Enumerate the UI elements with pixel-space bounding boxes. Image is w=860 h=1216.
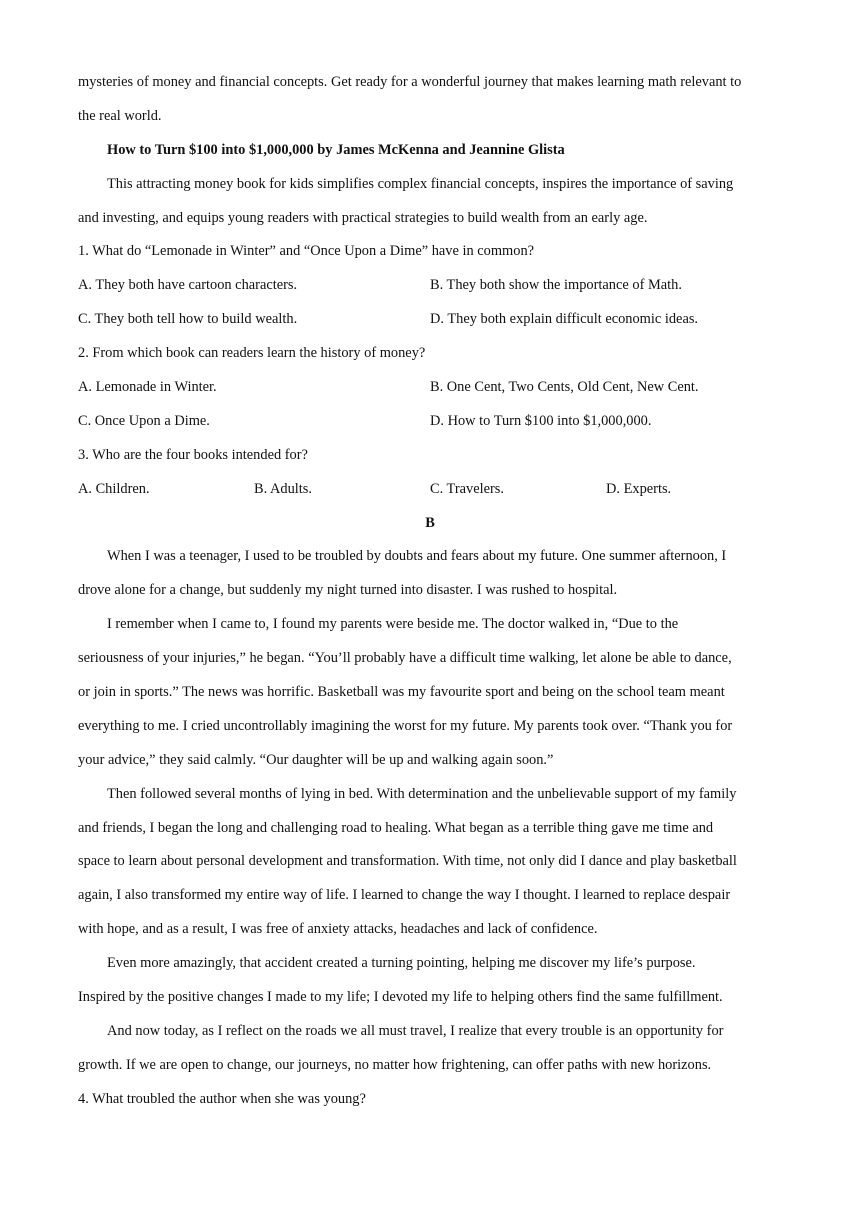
paragraph-line: your advice,” they said calmly. “Our daughter will be up and walking again soon.”	[78, 751, 554, 768]
paragraph-line: And now today, as I reflect on the roads we all must travel, I realize that every trouble is an opportunity for	[107, 1022, 724, 1039]
option-c: C. Once Upon a Dime.	[78, 412, 210, 429]
option-b: B. One Cent, Two Cents, Old Cent, New Cent.	[430, 379, 699, 396]
option-d: D. Experts.	[606, 480, 672, 497]
paragraph-line: everything to me. I cried uncontrollably imagining the worst for my future. My parents took over. “Thank you for	[78, 717, 733, 734]
question-stem: 3. Who are the four books intended for?	[78, 446, 308, 463]
option-a: A. Lemonade in Winter.	[78, 379, 217, 396]
book-description-line: This attracting money book for kids simplifies complex financial concepts, inspires the importance of saving	[107, 175, 734, 192]
option-d: D. They both explain difficult economic ideas.	[430, 311, 699, 328]
paragraph-line: again, I also transformed my entire way of life. I learned to change the way I thought. I learned to replace despair	[78, 887, 731, 904]
question-stem: 1. What do “Lemonade in Winter” and “Once Upon a Dime” have in common?	[78, 243, 535, 260]
paragraph-line: When I was a teenager, I used to be troubled by doubts and fears about my future. One summer afternoon, I	[107, 548, 727, 565]
question-stem: 2. From which book can readers learn the history of money?	[78, 345, 426, 362]
paragraph-line: or join in sports.” The news was horrific. Basketball was my favourite sport and being on the school team meant	[78, 684, 725, 701]
section-heading: B	[425, 514, 435, 531]
option-b: B. They both show the importance of Math.	[430, 277, 682, 294]
book-title: How to Turn $100 into $1,000,000 by James McKenna and Jeannine Glista	[107, 141, 565, 158]
exam-page	[78, 66, 782, 1117]
option-c: C. They both tell how to build wealth.	[78, 311, 298, 328]
question-stem: 4. What troubled the author when she was young?	[78, 1090, 366, 1107]
option-d: D. How to Turn $100 into $1,000,000.	[430, 412, 652, 429]
passage-line: mysteries of money and financial concepts. Get ready for a wonderful journey that makes learning math relevant to	[78, 74, 742, 90]
paragraph-line: seriousness of your injuries,” he began. “You’ll probably have a difficult time walking, let alone be able to dance,	[78, 650, 732, 667]
option-row	[78, 473, 782, 507]
paragraph-line: space to learn about personal development and transformation. With time, not only did I dance and play basketball	[78, 853, 737, 870]
option-row	[78, 405, 782, 439]
option-b: B. Adults.	[254, 480, 312, 497]
paragraph-line: drove alone for a change, but suddenly my night turned into disaster. I was rushed to hospital.	[78, 582, 618, 599]
paragraph-line: Even more amazingly, that accident created a turning pointing, helping me discover my life’s purpose.	[107, 955, 696, 972]
book-description-line: and investing, and equips young readers with practical strategies to build wealth from an early age.	[78, 209, 648, 226]
option-c: C. Travelers.	[430, 480, 504, 497]
paragraph-line: growth. If we are open to change, our journeys, no matter how frightening, can offer paths with new horizons.	[78, 1056, 712, 1073]
paragraph-line: Inspired by the positive changes I made to my life; I devoted my life to helping others find the same fulfillment.	[78, 989, 723, 1006]
option-a: A. Children.	[78, 480, 150, 497]
passage-line: the real world.	[78, 107, 162, 124]
paragraph-line: with hope, and as a result, I was free of anxiety attacks, headaches and lack of confidence.	[78, 921, 598, 938]
option-a: A. They both have cartoon characters.	[78, 277, 298, 294]
paragraph-line: and friends, I began the long and challenging road to healing. What began as a terrible thing gave me time and	[78, 819, 714, 836]
option-row	[78, 371, 782, 405]
paragraph-line: I remember when I came to, I found my parents were beside me. The doctor walked in, “Due to the	[107, 616, 679, 633]
paragraph-line: Then followed several months of lying in bed. With determination and the unbelievable support of my family	[107, 785, 737, 802]
option-row	[78, 269, 782, 303]
option-row	[78, 303, 782, 337]
